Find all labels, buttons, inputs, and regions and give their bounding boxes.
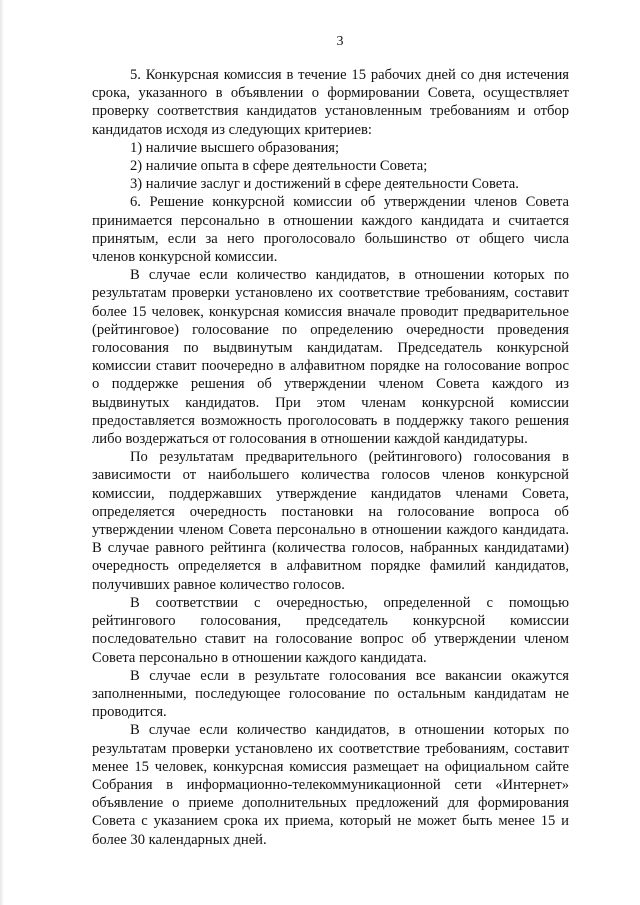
scan-edge: [0, 0, 4, 905]
criterion-item-2: 2) наличие опыта в сфере деятельности Совета;: [130, 158, 428, 175]
paragraph-vacancies-filled: В случае если в результате голосования все вакансии окажутся заполненными, последующее голосование по остальным кандидатам не проводится.: [92, 667, 569, 721]
paragraph-6: 6. Решение конкурсной комиссии об утверждении членов Совета принимается персонально в отношении каждого кандидата и считается принятым, если за него проголосовало большинство от общего числа членов конкурсной комиссии.: [92, 194, 569, 266]
paragraph-vote-results: По результатам предварительного (рейтингового) голосования в зависимости от наибольшего количества голосов членов конкурсной комиссии, поддержавших утверждение кандидатов членами Совета, определяется очередность постановки на голосование вопроса об утверждении членом Совета персонально в отношении каждого кандидата. В случае равного рейтинга (количества голосов, набранных кандидатами) очередность определяется в алфавитном порядке фамилий кандидатов, получивших равное количество голосов.: [92, 449, 569, 593]
document-body: [92, 66, 569, 849]
paragraph-vote-order: В соответствии с очередностью, определенной с помощью рейтингового голосования, председатель конкурсной комиссии последовательно ставит на голосование вопрос об утверждении членом Совета персонально в отношении каждого кандидата.: [92, 594, 569, 666]
paragraph-5: 5. Конкурсная комиссия в течение 15 рабочих дней со дня истечения срока, указанного в объявлении о формировании Совета, осуществляет проверку соответствия кандидатов установленным требованиям и отбор кандидатов исходя из следующих критериев:: [92, 67, 569, 138]
paragraph-rating-vote: В случае если количество кандидатов, в отношении которых по результатам проверки установлено их соответствие требованиям, составит более 15 человек, конкурсная комиссия вначале проводит предварительное (рейтинговое) голосование по определению очередности проведения голосования по выдвинутым кандидатам. Председатель конкурсной комиссии ставит поочередно в алфавитном порядке на голосование вопрос о поддержке решения об утверждении членом Совета каждого из выдвинутых кандидатов. При этом членам конкурсной комиссии предоставляется возможность проголосовать в поддержку такого решения либо воздержаться от голосования в отношении каждой кандидатуры.: [92, 267, 569, 448]
criterion-item-1: 1) наличие высшего образования;: [130, 139, 340, 156]
page-number: 3: [336, 34, 344, 49]
paragraph-additional-proposals: В случае если количество кандидатов, в отношении которых по результатам проверки установлено их соответствие требованиям, составит менее 15 человек, конкурсная комиссия размещает на официальном сайте Собрания в информационно-телекоммуникационной сети «Интернет» объявление о приеме дополнительных предложений для формирования Совета с указанием срока их приема, который не может быть менее 15 и более 30 календарных дней.: [92, 722, 569, 848]
criterion-item-3: 3) наличие заслуг и достижений в сфере деятельности Совета.: [130, 176, 519, 193]
